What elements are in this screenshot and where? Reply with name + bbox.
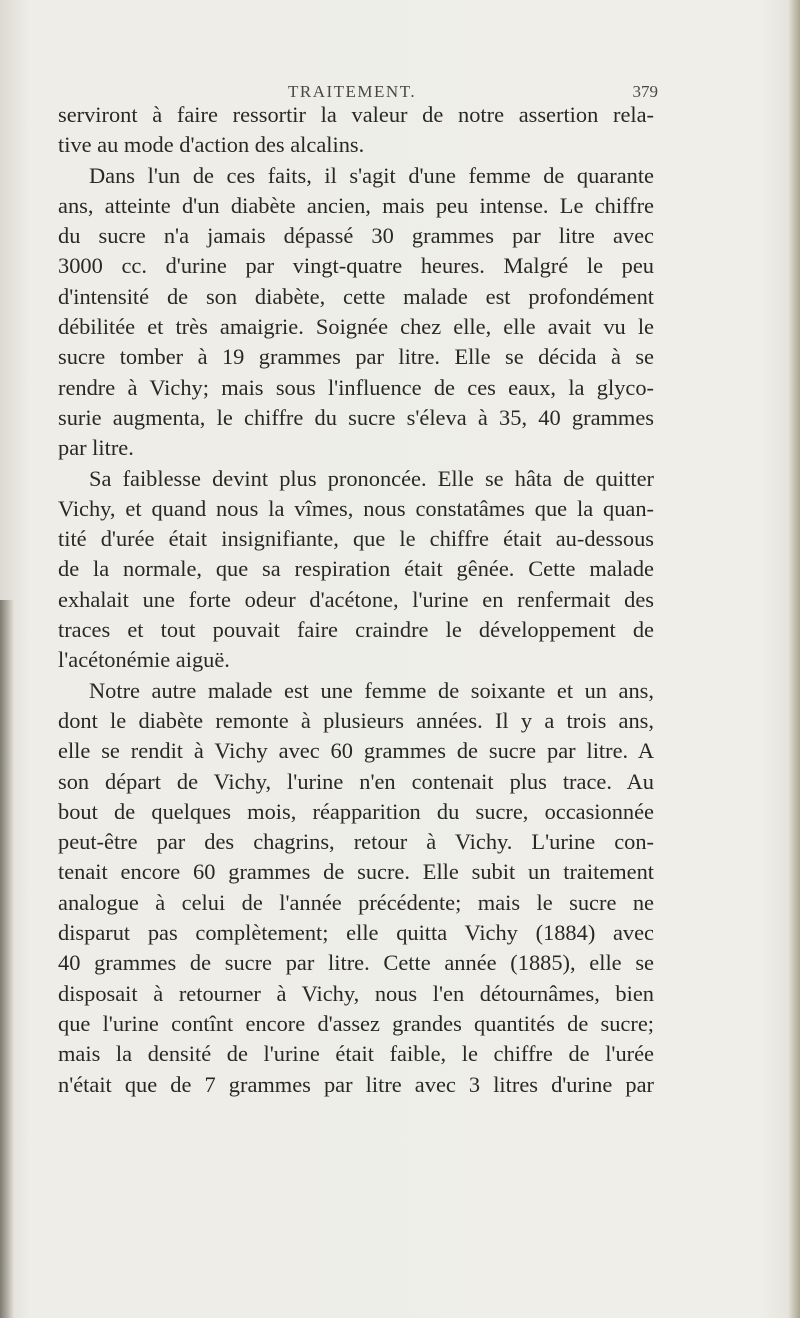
text-line: rendre à Vichy; mais sous l'influence de ces eaux, la glyco- <box>58 374 654 400</box>
text-line: serviront à faire ressortir la valeur de notre assertion rela- <box>58 102 654 127</box>
text-line: par litre. <box>58 435 134 461</box>
text-line: tenait encore 60 grammes de sucre. Elle subit un traitement <box>58 859 654 885</box>
text-line: elle se rendit à Vichy avec 60 grammes de sucre par litre. A <box>58 738 654 764</box>
text-line: Sa faiblesse devint plus prononcée. Elle se hâta de quitter <box>89 465 654 491</box>
body-text <box>58 100 654 1100</box>
text-line: exhalait une forte odeur d'acétone, l'urine en renfermait des <box>58 586 654 612</box>
page-number: 379 <box>632 82 658 101</box>
text-line: ans, atteinte d'un diabète ancien, mais peu intense. Le chiffre <box>58 192 654 218</box>
text-line: sucre tomber à 19 grammes par litre. Elle se décida à se <box>58 344 654 370</box>
text-line: son départ de Vichy, l'urine n'en contenait plus trace. Au <box>58 768 654 794</box>
binding-shadow <box>0 600 14 1318</box>
page-edge <box>788 0 800 1318</box>
text-line: l'acétonémie aiguë. <box>58 647 230 673</box>
text-line: Vichy, et quand nous la vîmes, nous constatâmes que la quan- <box>58 495 654 521</box>
text-line: disparut pas complètement; elle quitta Vichy (1884) avec <box>58 920 654 946</box>
text-line: surie augmenta, le chiffre du sucre s'éleva à 35, 40 grammes <box>58 404 654 430</box>
text-line: mais la densité de l'urine était faible, le chiffre de l'urée <box>58 1041 654 1067</box>
text-line: Notre autre malade est une femme de soixante et un ans, <box>89 677 654 703</box>
text-line: du sucre n'a jamais dépassé 30 grammes par litre avec <box>58 223 654 249</box>
text-line: traces et tout pouvait faire craindre le développement de <box>58 617 654 643</box>
text-line: dont le diabète remonte à plusieurs années. Il y a trois ans, <box>58 707 654 733</box>
text-line: disposait à retourner à Vichy, nous l'en détournâmes, bien <box>58 980 654 1006</box>
text-line: débilitée et très amaigrie. Soignée chez elle, elle avait vu le <box>58 314 654 340</box>
text-line: Dans l'un de ces faits, il s'agit d'une femme de quarante <box>89 162 654 188</box>
text-line: tive au mode d'action des alcalins. <box>58 132 365 158</box>
text-line: 40 grammes de sucre par litre. Cette année (1885), elle se <box>58 950 654 976</box>
text-line: 3000 cc. d'urine par vingt-quatre heures. Malgré le peu <box>58 253 654 279</box>
text-line: peut-être par des chagrins, retour à Vichy. L'urine con- <box>58 829 654 855</box>
text-line: de la normale, que sa respiration était gênée. Cette malade <box>58 556 654 582</box>
text-line: tité d'urée était insignifiante, que le chiffre était au-dessous <box>58 526 654 552</box>
text-line: bout de quelques mois, réapparition du sucre, occasionnée <box>58 798 654 824</box>
text-line: que l'urine contînt encore d'assez grandes quantités de sucre; <box>58 1010 654 1036</box>
text-line: analogue à celui de l'année précédente; mais le sucre ne <box>58 889 654 915</box>
text-line: d'intensité de son diabète, cette malade est profondément <box>58 283 654 309</box>
running-title: TRAITEMENT. <box>288 82 417 101</box>
text-line: n'était que de 7 grammes par litre avec 3 litres d'urine par <box>58 1071 654 1097</box>
